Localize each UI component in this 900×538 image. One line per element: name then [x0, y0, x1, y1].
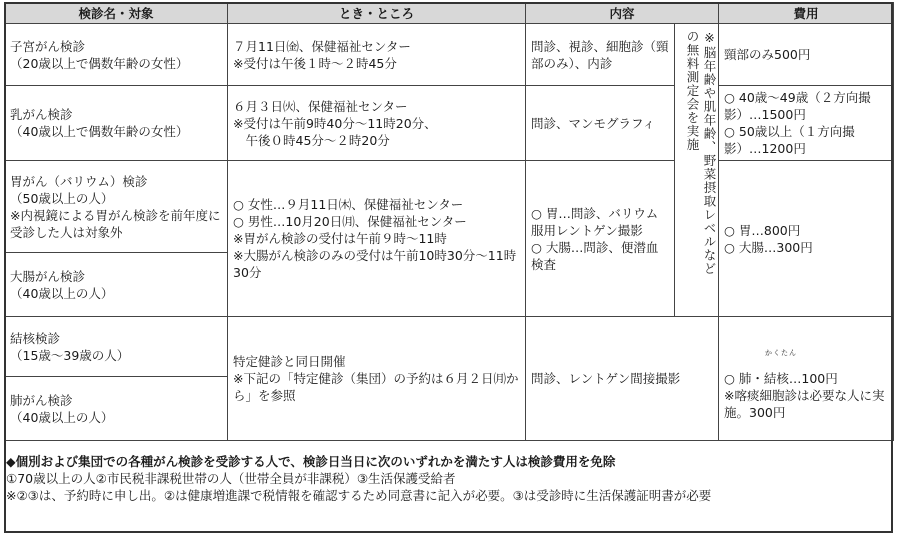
breast-when: ６月３日㈫、保健福祉センター ※受付は午前9時40分～11時20分、 午後０時45分～２時20分 [228, 86, 526, 161]
notes-line1: ①70歳以上の人②市民税非課税世帯の人（世帯全員が非課税）③生活保護受給者 [6, 471, 456, 486]
cervical-name: 子宮がん検診 （20歳以上で偶数年齢の女性） [5, 24, 228, 86]
stomach-colon-fee: ○ 胃…800円 ○ 大腸…300円 [719, 161, 894, 317]
tb-lung-when: 特定健診と同日開催 ※下記の「特定健診（集団）の予約は６月２日㈪から」を参照 [228, 317, 526, 441]
stomach-colon-content: ○ 胃…問診、バリウム服用レントゲン撮影 ○ 大腸…問診、便潜血検査 [526, 161, 675, 317]
cervical-content: 問診、視診、細胞診（頸部のみ）、内診 [526, 24, 675, 86]
breast-fee: ○ 40歳～49歳（２方向撮影）…1500円 ○ 50歳以上（１方向撮影）…1200円 [719, 86, 894, 161]
exemption-notes [6, 453, 886, 504]
stomach-name: 胃がん（バリウム）検診 （50歳以上の人） ※内視鏡による胃がん検診を前年度に受診した人は対象外 [5, 161, 228, 253]
cervical-fee: 頸部のみ500円 [719, 24, 894, 86]
header-name: 検診名・対象 [5, 3, 228, 24]
tb-lung-content: 問診、レントゲン間接撮影 [526, 317, 719, 441]
tb-lung-fee: ○ 肺・結核…100円 ※喀痰細胞診は必要な人に実施。300円 [724, 371, 885, 420]
breast-name: 乳がん検診 （40歳以上で偶数年齢の女性） [5, 86, 228, 161]
stomach-colon-when: ○ 女性…９月11日㈭、保健福祉センター ○ 男性…10月20日㈪、保健福祉センター ※胃がん検診の受付は午前９時～11時 ※大腸がん検診のみの受付は午前10時30分～11時30分 [228, 161, 526, 317]
tb-name: 結核検診 （15歳～39歳の人） [5, 317, 228, 377]
colon-name: 大腸がん検診 （40歳以上の人） [5, 253, 228, 317]
lung-name: 肺がん検診 （40歳以上の人） [5, 377, 228, 441]
ruby-kakutan: かくたん [765, 349, 798, 357]
side-note-text: ※脳年齢や肌年齢、野菜摂取レベルなどの無料測定会を実施 [685, 30, 718, 276]
notes-line2: ※②③は、予約時に申し出。②は健康増進課で税情報を確認するため同意書に記入が必要。③は受診時に生活保護証明書が必要 [6, 488, 712, 503]
breast-content: 問診、マンモグラフィ [526, 86, 675, 161]
header-when: とき・ところ [228, 3, 526, 24]
header-fee: 費用 [719, 3, 894, 24]
header-content: 内容 [526, 3, 719, 24]
notes-lead: ◆個別および集団での各種がん検診を受診する人で、検診日当日に次のいずれかを満たす人は検診費用を免除 [6, 454, 616, 469]
cervical-when: ７月11日㈮、保健福祉センター ※受付は午後１時～２時45分 [228, 24, 526, 86]
